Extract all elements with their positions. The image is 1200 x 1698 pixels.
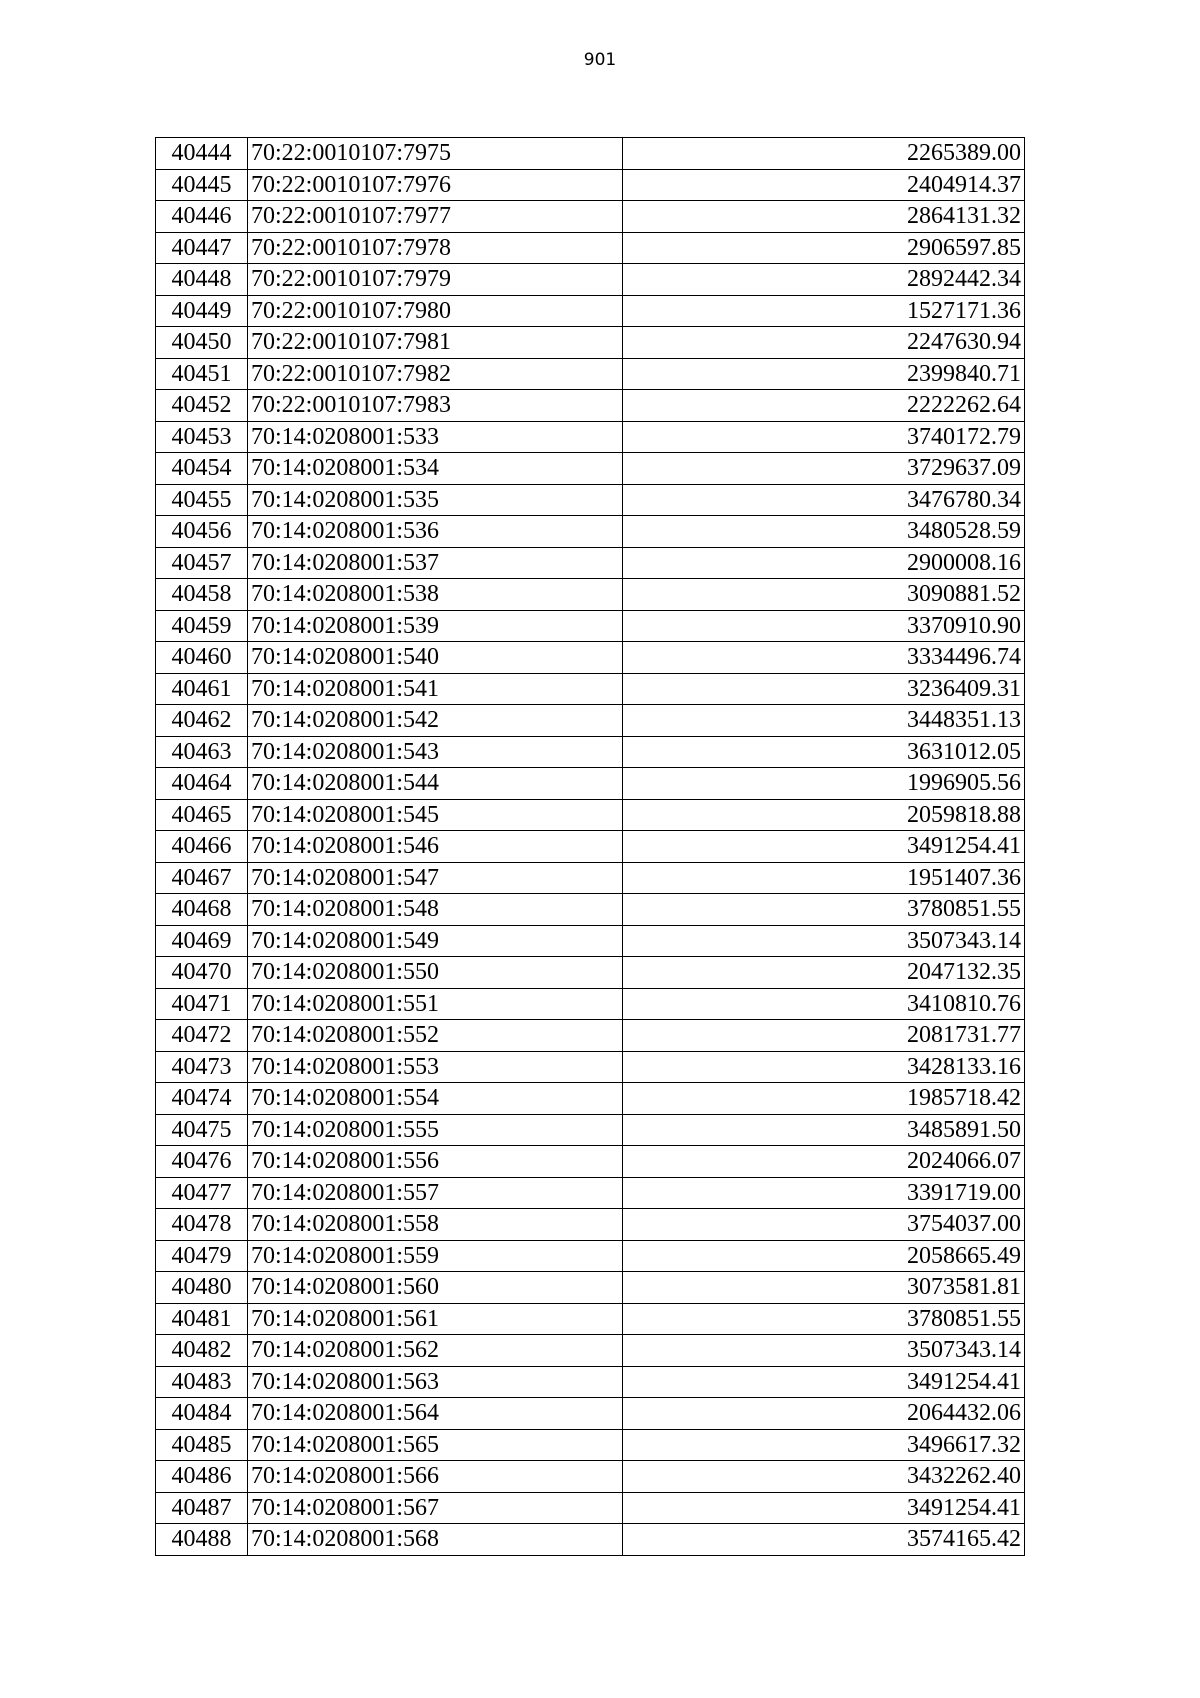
table-row [156, 390, 1025, 422]
cadastral-value-cell: 2864131.32 [623, 201, 1025, 233]
cadastral-number-cell: 70:14:0208001:539 [248, 610, 623, 642]
cadastral-value-cell: 3754037.00 [623, 1209, 1025, 1241]
cadastral-number-cell: 70:14:0208001:550 [248, 957, 623, 989]
table-row [156, 1240, 1025, 1272]
table-row [156, 1429, 1025, 1461]
cadastral-value-cell: 3631012.05 [623, 736, 1025, 768]
cadastral-number-cell: 70:14:0208001:544 [248, 768, 623, 800]
cadastral-number-cell: 70:14:0208001:560 [248, 1272, 623, 1304]
cadastral-number-cell: 70:14:0208001:553 [248, 1051, 623, 1083]
cadastral-value-cell: 3073581.81 [623, 1272, 1025, 1304]
cadastral-value-cell: 3491254.41 [623, 1492, 1025, 1524]
table-row [156, 579, 1025, 611]
cadastral-number-cell: 70:14:0208001:551 [248, 988, 623, 1020]
table-row [156, 516, 1025, 548]
cadastral-number-cell: 70:22:0010107:7980 [248, 295, 623, 327]
cadastral-value-cell: 3476780.34 [623, 484, 1025, 516]
cadastral-value-cell: 2247630.94 [623, 327, 1025, 359]
table-row [156, 138, 1025, 170]
cadastral-number-cell: 70:22:0010107:7981 [248, 327, 623, 359]
row-number-cell: 40460 [156, 642, 248, 674]
cadastral-number-cell: 70:22:0010107:7983 [248, 390, 623, 422]
table-row [156, 295, 1025, 327]
cadastral-value-cell: 3090881.52 [623, 579, 1025, 611]
cadastral-value-cell: 3334496.74 [623, 642, 1025, 674]
cadastral-number-cell: 70:14:0208001:556 [248, 1146, 623, 1178]
row-number-cell: 40465 [156, 799, 248, 831]
table-row [156, 1272, 1025, 1304]
cadastral-value-cell: 1951407.36 [623, 862, 1025, 894]
cadastral-value-cell: 1996905.56 [623, 768, 1025, 800]
row-number-cell: 40486 [156, 1461, 248, 1493]
row-number-cell: 40475 [156, 1114, 248, 1146]
table-row [156, 1146, 1025, 1178]
cadastral-value-cell: 2900008.16 [623, 547, 1025, 579]
cadastral-value-cell: 3780851.55 [623, 894, 1025, 926]
cadastral-value-cell: 3236409.31 [623, 673, 1025, 705]
cadastral-number-cell: 70:22:0010107:7976 [248, 169, 623, 201]
table-row [156, 1366, 1025, 1398]
row-number-cell: 40484 [156, 1398, 248, 1430]
cadastral-number-cell: 70:14:0208001:554 [248, 1083, 623, 1115]
cadastral-value-cell: 3496617.32 [623, 1429, 1025, 1461]
cadastral-value-cell: 3491254.41 [623, 831, 1025, 863]
cadastral-value-cell: 3391719.00 [623, 1177, 1025, 1209]
row-number-cell: 40462 [156, 705, 248, 737]
table-row [156, 169, 1025, 201]
table-row [156, 862, 1025, 894]
table-row [156, 673, 1025, 705]
cadastral-value-cell: 3448351.13 [623, 705, 1025, 737]
cadastral-number-cell: 70:14:0208001:536 [248, 516, 623, 548]
row-number-cell: 40487 [156, 1492, 248, 1524]
row-number-cell: 40482 [156, 1335, 248, 1367]
cadastral-number-cell: 70:14:0208001:559 [248, 1240, 623, 1272]
cadastral-value-cell: 3410810.76 [623, 988, 1025, 1020]
table-row [156, 421, 1025, 453]
cadastral-number-cell: 70:14:0208001:547 [248, 862, 623, 894]
row-number-cell: 40476 [156, 1146, 248, 1178]
cadastral-number-cell: 70:14:0208001:555 [248, 1114, 623, 1146]
cadastral-value-cell: 3507343.14 [623, 925, 1025, 957]
cadastral-number-cell: 70:14:0208001:558 [248, 1209, 623, 1241]
row-number-cell: 40445 [156, 169, 248, 201]
table-row [156, 1492, 1025, 1524]
row-number-cell: 40473 [156, 1051, 248, 1083]
table-row [156, 1335, 1025, 1367]
cadastral-value-cell: 3740172.79 [623, 421, 1025, 453]
cadastral-number-cell: 70:14:0208001:535 [248, 484, 623, 516]
table-row [156, 547, 1025, 579]
table-row [156, 925, 1025, 957]
cadastral-value-cell: 2047132.35 [623, 957, 1025, 989]
cadastral-value-cell: 2064432.06 [623, 1398, 1025, 1430]
table-row [156, 768, 1025, 800]
table-row [156, 1020, 1025, 1052]
row-number-cell: 40481 [156, 1303, 248, 1335]
cadastral-number-cell: 70:14:0208001:563 [248, 1366, 623, 1398]
table-row [156, 232, 1025, 264]
cadastral-value-cell: 3780851.55 [623, 1303, 1025, 1335]
row-number-cell: 40446 [156, 201, 248, 233]
row-number-cell: 40488 [156, 1524, 248, 1556]
row-number-cell: 40479 [156, 1240, 248, 1272]
row-number-cell: 40461 [156, 673, 248, 705]
row-number-cell: 40466 [156, 831, 248, 863]
row-number-cell: 40467 [156, 862, 248, 894]
row-number-cell: 40453 [156, 421, 248, 453]
row-number-cell: 40452 [156, 390, 248, 422]
cadastral-number-cell: 70:14:0208001:564 [248, 1398, 623, 1430]
row-number-cell: 40457 [156, 547, 248, 579]
cadastral-number-cell: 70:14:0208001:538 [248, 579, 623, 611]
table-row [156, 484, 1025, 516]
cadastral-number-cell: 70:14:0208001:545 [248, 799, 623, 831]
table-row [156, 1398, 1025, 1430]
row-number-cell: 40474 [156, 1083, 248, 1115]
row-number-cell: 40455 [156, 484, 248, 516]
row-number-cell: 40458 [156, 579, 248, 611]
table-row [156, 799, 1025, 831]
table-row [156, 1524, 1025, 1556]
cadastral-number-cell: 70:14:0208001:562 [248, 1335, 623, 1367]
table-row [156, 642, 1025, 674]
cadastral-number-cell: 70:14:0208001:537 [248, 547, 623, 579]
cadastral-value-cell: 2081731.77 [623, 1020, 1025, 1052]
cadastral-number-cell: 70:14:0208001:566 [248, 1461, 623, 1493]
table-row [156, 358, 1025, 390]
table-body [156, 138, 1025, 1556]
row-number-cell: 40449 [156, 295, 248, 327]
cadastral-number-cell: 70:14:0208001:546 [248, 831, 623, 863]
row-number-cell: 40454 [156, 453, 248, 485]
table-row [156, 327, 1025, 359]
cadastral-number-cell: 70:22:0010107:7978 [248, 232, 623, 264]
cadastral-number-cell: 70:14:0208001:543 [248, 736, 623, 768]
row-number-cell: 40483 [156, 1366, 248, 1398]
table-row [156, 1303, 1025, 1335]
table-row [156, 988, 1025, 1020]
table-row [156, 1083, 1025, 1115]
cadastral-value-cell: 3432262.40 [623, 1461, 1025, 1493]
table-row [156, 1177, 1025, 1209]
cadastral-number-cell: 70:22:0010107:7977 [248, 201, 623, 233]
row-number-cell: 40463 [156, 736, 248, 768]
cadastral-number-cell: 70:14:0208001:533 [248, 421, 623, 453]
cadastral-number-cell: 70:22:0010107:7979 [248, 264, 623, 296]
cadastral-value-cell: 3480528.59 [623, 516, 1025, 548]
cadastral-number-cell: 70:14:0208001:548 [248, 894, 623, 926]
row-number-cell: 40470 [156, 957, 248, 989]
cadastral-number-cell: 70:14:0208001:565 [248, 1429, 623, 1461]
cadastral-value-cell: 3370910.90 [623, 610, 1025, 642]
table-row [156, 610, 1025, 642]
row-number-cell: 40459 [156, 610, 248, 642]
row-number-cell: 40447 [156, 232, 248, 264]
cadastral-number-cell: 70:22:0010107:7975 [248, 138, 623, 170]
table-row [156, 264, 1025, 296]
row-number-cell: 40485 [156, 1429, 248, 1461]
row-number-cell: 40468 [156, 894, 248, 926]
cadastral-value-cell: 2399840.71 [623, 358, 1025, 390]
cadastral-value-cell: 2024066.07 [623, 1146, 1025, 1178]
cadastral-value-cell: 2058665.49 [623, 1240, 1025, 1272]
cadastral-value-cell: 3507343.14 [623, 1335, 1025, 1367]
row-number-cell: 40464 [156, 768, 248, 800]
row-number-cell: 40471 [156, 988, 248, 1020]
cadastral-number-cell: 70:14:0208001:561 [248, 1303, 623, 1335]
cadastral-value-cell: 3491254.41 [623, 1366, 1025, 1398]
table-row [156, 957, 1025, 989]
row-number-cell: 40451 [156, 358, 248, 390]
row-number-cell: 40472 [156, 1020, 248, 1052]
table-row [156, 1209, 1025, 1241]
cadastral-number-cell: 70:14:0208001:557 [248, 1177, 623, 1209]
cadastral-value-cell: 2906597.85 [623, 232, 1025, 264]
table-row [156, 736, 1025, 768]
table-row [156, 894, 1025, 926]
cadastral-value-cell: 3428133.16 [623, 1051, 1025, 1083]
cadastral-value-cell: 2265389.00 [623, 138, 1025, 170]
row-number-cell: 40450 [156, 327, 248, 359]
cadastral-value-cell: 3485891.50 [623, 1114, 1025, 1146]
cadastral-value-cell: 1985718.42 [623, 1083, 1025, 1115]
cadastral-value-cell: 2059818.88 [623, 799, 1025, 831]
cadastral-value-cell: 1527171.36 [623, 295, 1025, 327]
row-number-cell: 40456 [156, 516, 248, 548]
table-row [156, 453, 1025, 485]
row-number-cell: 40477 [156, 1177, 248, 1209]
row-number-cell: 40480 [156, 1272, 248, 1304]
cadastral-value-cell: 2404914.37 [623, 169, 1025, 201]
cadastral-value-cell: 3574165.42 [623, 1524, 1025, 1556]
row-number-cell: 40469 [156, 925, 248, 957]
table-row [156, 1051, 1025, 1083]
row-number-cell: 40478 [156, 1209, 248, 1241]
cadastral-value-cell: 2222262.64 [623, 390, 1025, 422]
cadastral-value-table [155, 137, 1025, 1556]
cadastral-number-cell: 70:14:0208001:540 [248, 642, 623, 674]
row-number-cell: 40448 [156, 264, 248, 296]
table-row [156, 831, 1025, 863]
cadastral-number-cell: 70:14:0208001:542 [248, 705, 623, 737]
cadastral-number-cell: 70:14:0208001:534 [248, 453, 623, 485]
cadastral-number-cell: 70:22:0010107:7982 [248, 358, 623, 390]
cadastral-value-cell: 3729637.09 [623, 453, 1025, 485]
cadastral-value-cell: 2892442.34 [623, 264, 1025, 296]
cadastral-number-cell: 70:14:0208001:568 [248, 1524, 623, 1556]
table-row [156, 201, 1025, 233]
cadastral-number-cell: 70:14:0208001:549 [248, 925, 623, 957]
row-number-cell: 40444 [156, 138, 248, 170]
cadastral-number-cell: 70:14:0208001:552 [248, 1020, 623, 1052]
table-row [156, 1114, 1025, 1146]
table-row [156, 705, 1025, 737]
cadastral-number-cell: 70:14:0208001:567 [248, 1492, 623, 1524]
page-number: 901 [583, 50, 617, 70]
table-row [156, 1461, 1025, 1493]
cadastral-number-cell: 70:14:0208001:541 [248, 673, 623, 705]
